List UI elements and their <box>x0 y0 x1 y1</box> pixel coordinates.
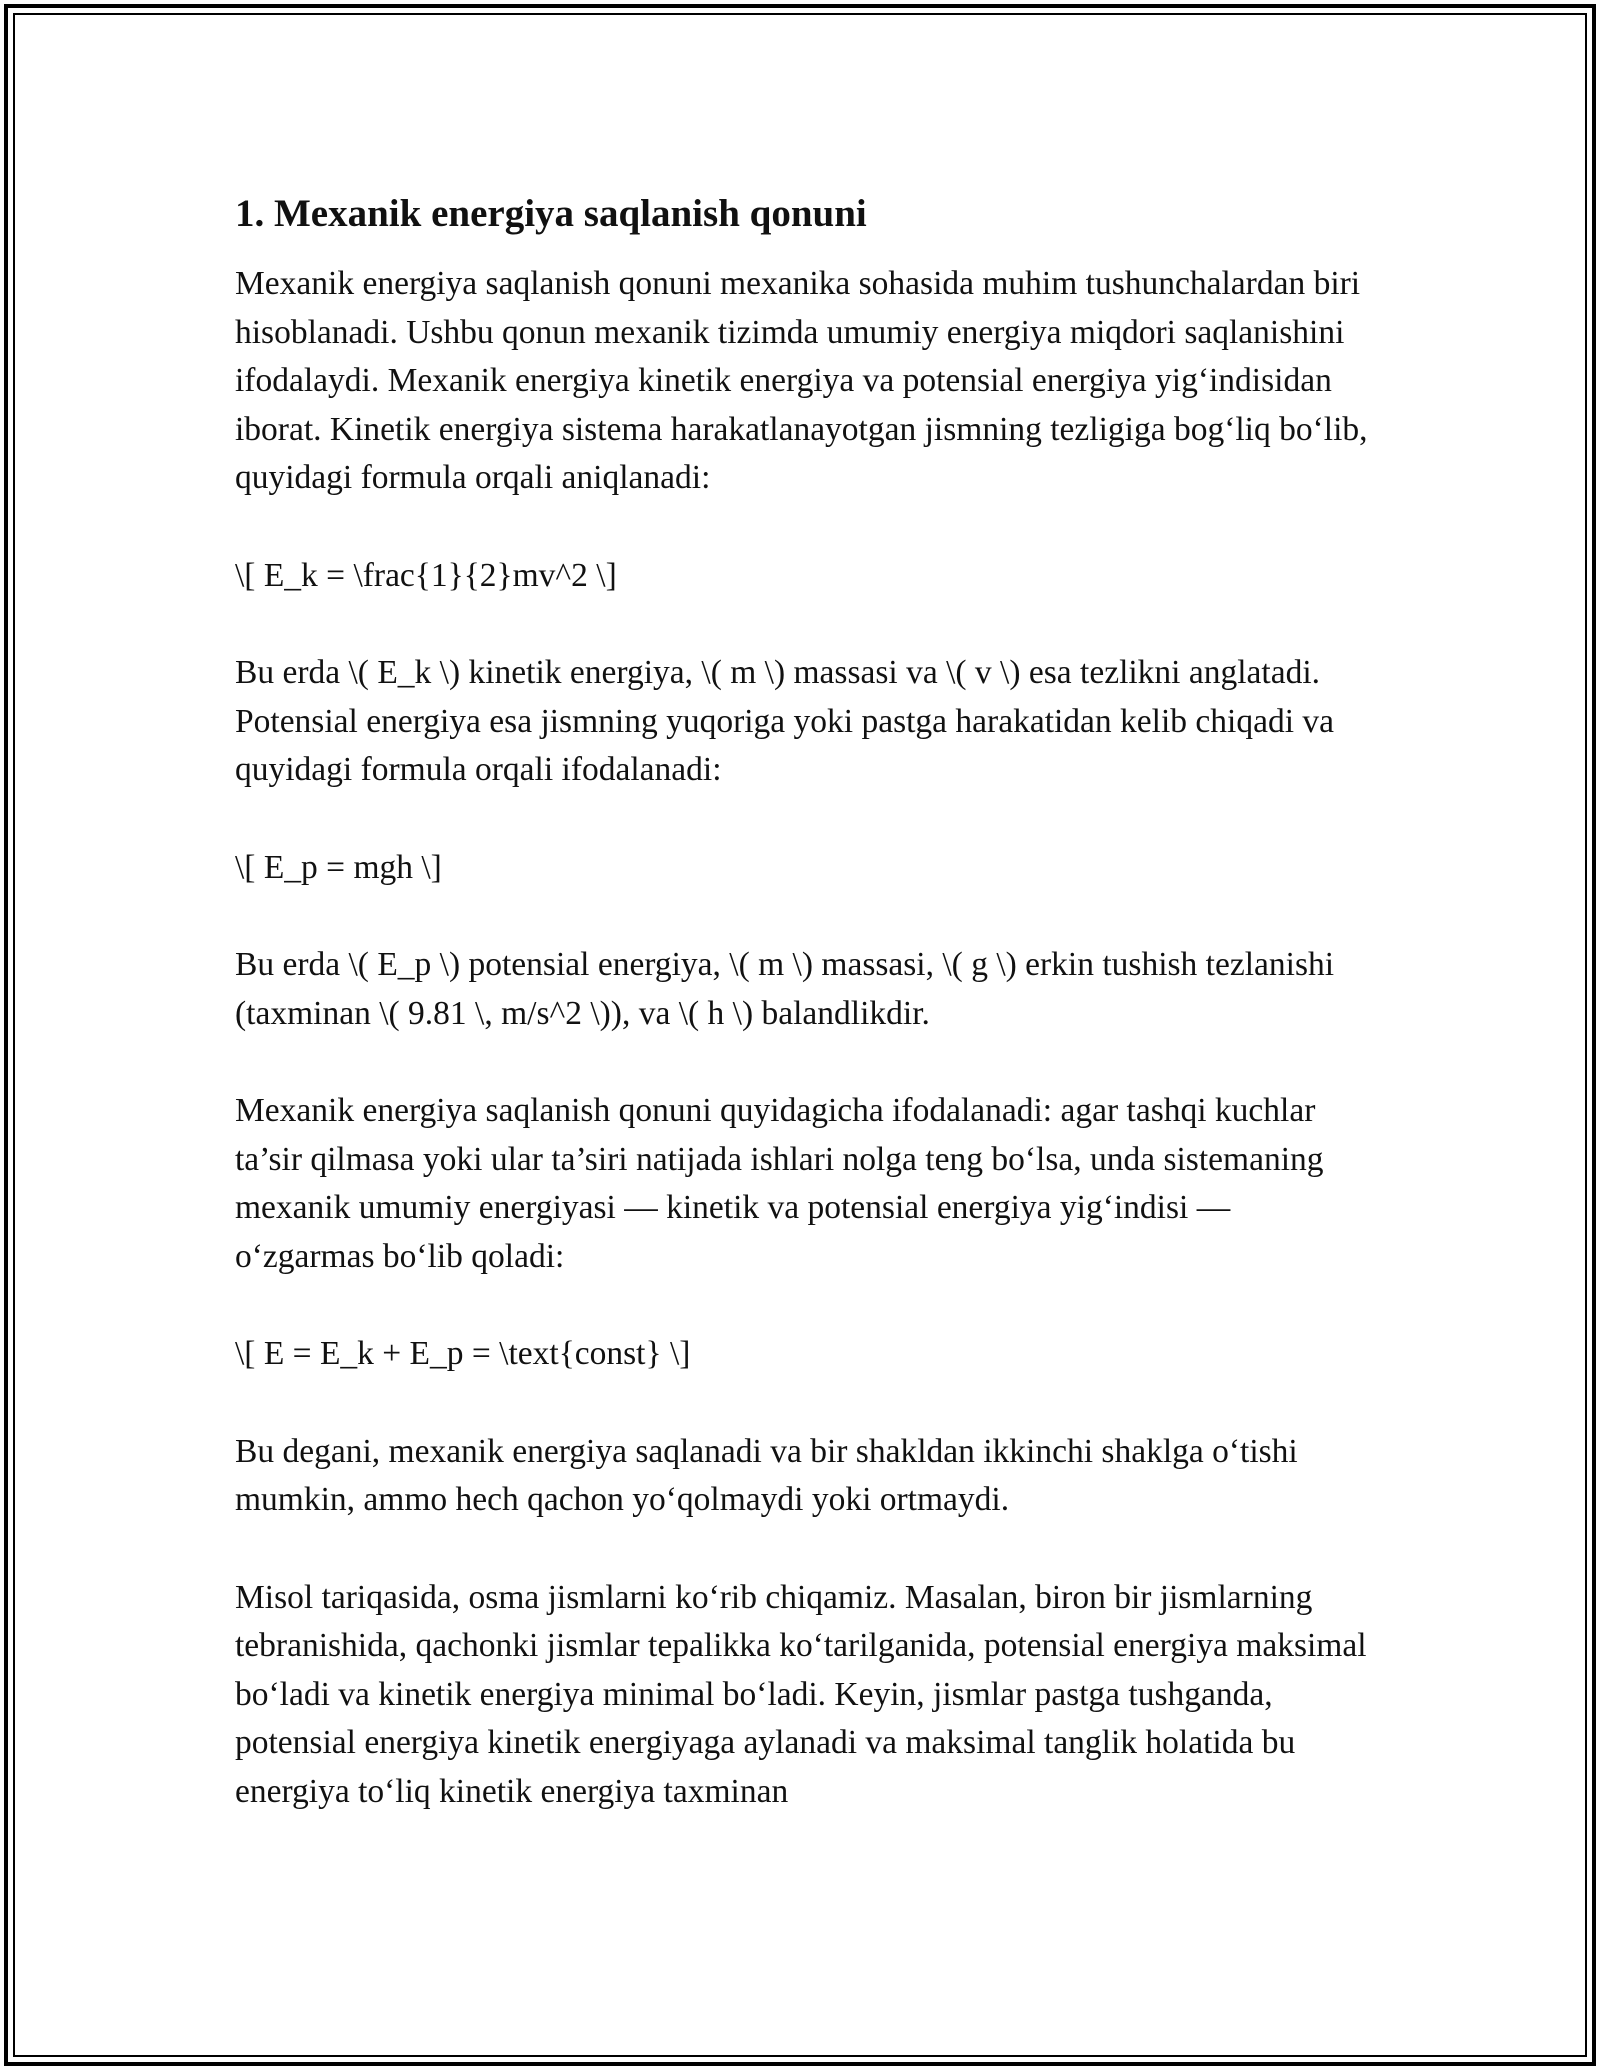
paragraph-example: Misol tariqasida, osma jismlarni ko‘rib chiqamiz. Masalan, biron bir jismlarning tebranishida, qachonki jismlar tepalikka ko‘tarilganida, potensial energiya maksimal bo‘ladi va kinetik energiya minimal bo‘ladi. Keyin, jismlar pastga tushganda, potensial energiya kinetik energiyaga aylanadi va maksimal tanglik holatida bu energiya to‘liq kinetik energiya taxminan <box>235 1578 1367 1810</box>
document-body <box>235 186 1370 1865</box>
formula-potential-energy: \[ E_p = mgh \] <box>235 848 442 886</box>
paragraph-meaning: Bu degani, mexanik energiya saqlanadi va bir shakldan ikkinchi shaklga o‘tishi mumkin, ammo hech qachon yo‘qolmaydi yoki ortmaydi. <box>235 1432 1298 1518</box>
paragraph-intro: Mexanik energiya saqlanish qonuni mexanika sohasida muhim tushunchalardan biri hisoblanadi. Ushbu qonun mexanik tizimda umumiy energiya miqdori saqlanishini ifodalaydi. Mexanik energiya kinetik energiya va potensial energiya yig‘indisidan iborat. Kinetik energiya sistema harakatlanayotgan jismning tezligiga bog‘liq bo‘lib, quyidagi formula orqali aniqlanadi: <box>235 265 1368 496</box>
formula-kinetic-energy: \[ E_k = \frac{1}{2}mv^2 \] <box>235 556 617 594</box>
section-heading: 1. Mexanik energiya saqlanish qonuni <box>235 192 867 235</box>
paragraph-potential-explanation: Bu erda \( E_p \) potensial energiya, \( m \) massasi, \( g \) erkin tushish tezlanishi (taxminan \( 9.81 \, m/s^2 \)), va \( h \) balandlikdir. <box>235 946 1335 1032</box>
paragraph-conservation-law: Mexanik energiya saqlanish qonuni quyidagicha ifodalanadi: agar tashqi kuchlar ta’sir qilmasa yoki ular ta’siri natijada ishlari nolga teng bo‘lsa, unda sistemaning mexanik umumiy energiyasi — kinetik va potensial energiya yig‘indisi — o‘zgarmas bo‘lib qoladi: <box>235 1092 1324 1275</box>
formula-total-energy: \[ E = E_k + E_p = \text{const} \] <box>235 1335 691 1372</box>
paragraph-kinetic-explanation: Bu erda \( E_k \) kinetik energiya, \( m \) massasi va \( v \) esa tezlikni anglatadi. Potensial energiya esa jismning yuqoriga yoki pastga harakatidan kelib chiqadi va quyidagi formula orqali ifodalanadi: <box>235 654 1335 788</box>
